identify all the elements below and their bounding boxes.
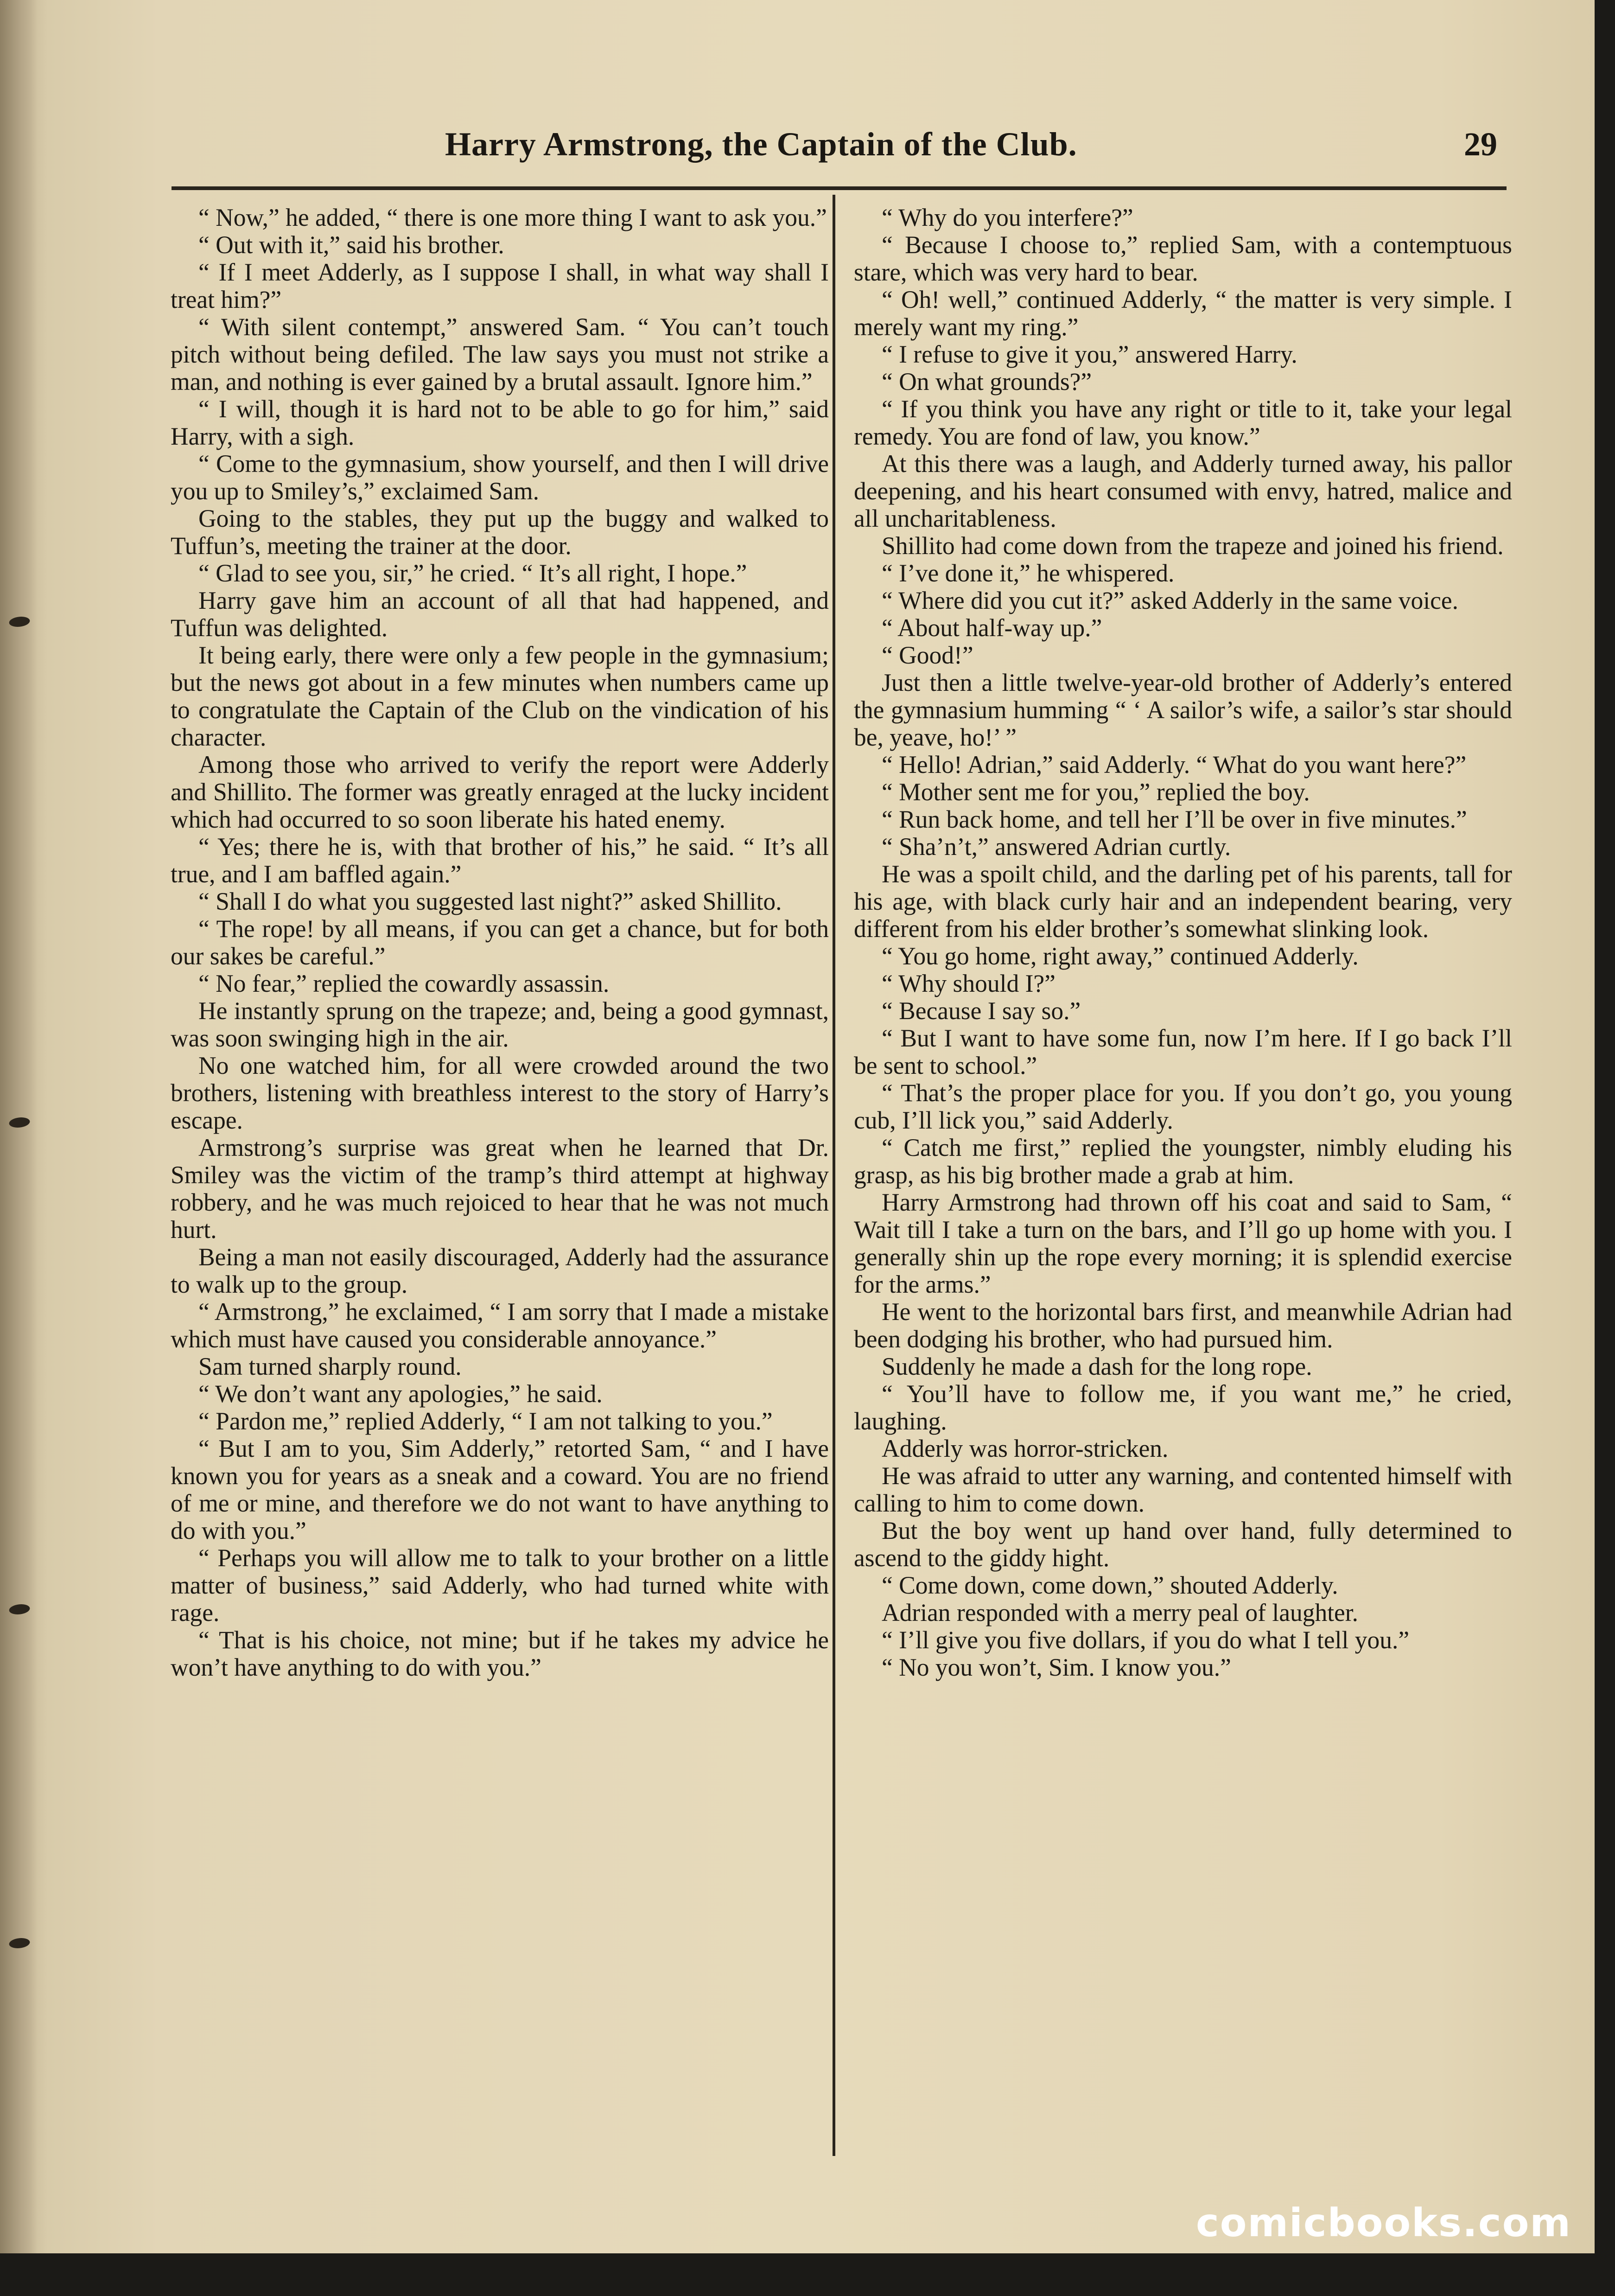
paragraph: “ Shall I do what you suggested last night?” asked Shillito. bbox=[198, 887, 782, 915]
paragraph: “ Because I say so.” bbox=[882, 997, 1081, 1025]
paragraph: Harry Armstrong had thrown off his coat and said to Sam, “ Wait till I take a turn on the bars, and I’ll go up home with you. I generally shin up the rope every morning; it is splendid exercise for the arms.” bbox=[854, 1188, 1512, 1298]
paragraph: Adderly was horror-stricken. bbox=[882, 1435, 1169, 1462]
paragraph: “ I refuse to give it you,” answered Harry. bbox=[882, 340, 1297, 368]
paragraph: Among those who arrived to verify the report were Adderly and Shillito. The former was greatly enraged at the lucky incident which had occurred to so soon liberate his hated enemy. bbox=[171, 751, 829, 833]
paragraph: Just then a little twelve-year-old brother of Adderly’s entered the gymnasium humming “ ‘ A sailor’s wife, a sailor’s star should be, yeave, ho!’ ” bbox=[854, 669, 1512, 751]
paragraph: “ If I meet Adderly, as I suppose I shall, in what way shall I treat him?” bbox=[171, 258, 829, 313]
paragraph: Sam turned sharply round. bbox=[198, 1352, 462, 1380]
paragraph: It being early, there were only a few people in the gymnasium; but the news got about in a few minutes when numbers came up to congratulate the Captain of the Club on the vindication of his character. bbox=[171, 641, 829, 751]
header-rule bbox=[172, 186, 1507, 190]
paragraph: Suddenly he made a dash for the long rope. bbox=[882, 1352, 1312, 1380]
paragraph: “ If you think you have any right or title to it, take your legal remedy. You are fond of law, you know.” bbox=[854, 395, 1512, 450]
paragraph: “ Glad to see you, sir,” he cried. “ It’s all right, I hope.” bbox=[198, 559, 747, 587]
paragraph: “ You’ll have to follow me, if you want me,” he cried, laughing. bbox=[854, 1380, 1512, 1435]
binding-stitch bbox=[7, 1938, 32, 1948]
paragraph: “ Oh! well,” continued Adderly, “ the matter is very simple. I merely want my ring.” bbox=[854, 286, 1512, 341]
paragraph: “ That is his choice, not mine; but if he takes my advice he won’t have anything to do with you.” bbox=[171, 1626, 829, 1681]
paragraph: “ Where did you cut it?” asked Adderly in the same voice. bbox=[882, 587, 1458, 614]
paragraph: “ Come to the gymnasium, show yourself, and then I will drive you up to Smiley’s,” exclaimed Sam. bbox=[171, 450, 829, 505]
paragraph: He instantly sprung on the trapeze; and, being a good gymnast, was soon swinging high in the air. bbox=[171, 997, 829, 1052]
paragraph: “ Come down, come down,” shouted Adderly. bbox=[882, 1571, 1338, 1599]
paragraph: Going to the stables, they put up the buggy and walked to Tuffun’s, meeting the trainer at the door. bbox=[171, 504, 829, 560]
paragraph: Armstrong’s surprise was great when he learned that Dr. Smiley was the victim of the tramp’s third attempt at highway robbery, and he was much rejoiced to hear that he was not much hurt. bbox=[171, 1134, 829, 1244]
paragraph: “ No fear,” replied the cowardly assassin. bbox=[198, 969, 610, 997]
paragraph: “ Why do you interfere?” bbox=[882, 204, 1133, 231]
left-text-column bbox=[171, 204, 829, 1681]
binding-stitch bbox=[7, 1117, 32, 1128]
paragraph: “ About half-way up.” bbox=[882, 614, 1102, 642]
paragraph: “ Mother sent me for you,” replied the boy. bbox=[882, 778, 1310, 806]
paragraph: “ Perhaps you will allow me to talk to your brother on a little matter of business,” said Adderly, who had turned white with rage. bbox=[171, 1544, 829, 1626]
paragraph: He was a spoilt child, and the darling pet of his parents, tall for his age, with black curly hair and an independent bearing, very different from his elder brother’s somewhat slinking look. bbox=[854, 860, 1512, 943]
paragraph: Shillito had come down from the trapeze and joined his friend. bbox=[882, 532, 1504, 560]
paragraph: “ Yes; there he is, with that brother of his,” he said. “ It’s all true, and I am baffled again.” bbox=[171, 833, 829, 888]
paragraph: At this there was a laugh, and Adderly turned away, his pallor deepening, and his heart consumed with envy, hatred, malice and all uncharitableness. bbox=[854, 450, 1512, 532]
paragraph: “ I will, though it is hard not to be able to go for him,” said Harry, with a sigh. bbox=[171, 395, 829, 450]
running-title: Harry Armstrong, the Captain of the Club. bbox=[445, 126, 1077, 163]
paragraph: But the boy went up hand over hand, fully determined to ascend to the giddy hight. bbox=[854, 1517, 1512, 1572]
paragraph: He went to the horizontal bars first, and meanwhile Adrian had been dodging his brother, who had pursued him. bbox=[854, 1298, 1512, 1353]
watermark: comicbooks.com bbox=[1196, 2200, 1571, 2245]
binding-stitch bbox=[7, 1604, 32, 1614]
paragraph: “ Run back home, and tell her I’ll be over in five minutes.” bbox=[882, 805, 1467, 833]
paragraph: “ We don’t want any apologies,” he said. bbox=[198, 1380, 603, 1408]
paragraph: Harry gave him an account of all that had happened, and Tuffun was delighted. bbox=[171, 587, 829, 642]
paragraph: “ I’ll give you five dollars, if you do what I tell you.” bbox=[882, 1626, 1410, 1654]
paragraph: “ Good!” bbox=[882, 641, 973, 669]
paragraph: “ Now,” he added, “ there is one more thing I want to ask you.” bbox=[198, 204, 827, 231]
paragraph: No one watched him, for all were crowded around the two brothers, listening with breathless interest to the story of Harry’s escape. bbox=[171, 1052, 829, 1134]
paragraph: “ Catch me first,” replied the youngster, nimbly eluding his grasp, as his big brother made a grab at him. bbox=[854, 1134, 1512, 1189]
paragraph: “ Why should I?” bbox=[882, 969, 1055, 997]
paragraph: Being a man not easily discouraged, Adderly had the assurance to walk up to the group. bbox=[171, 1243, 829, 1298]
paragraph: “ Armstrong,” he exclaimed, “ I am sorry that I made a mistake which must have caused you considerable annoyance.” bbox=[171, 1298, 829, 1353]
page-header bbox=[172, 125, 1507, 176]
paragraph: “ But I am to you, Sim Adderly,” retorted Sam, “ and I have known you for years as a sneak and a coward. You are no friend of me or mine, and therefore we do not want to have anything to do with you.” bbox=[171, 1435, 829, 1544]
paragraph: “ With silent contempt,” answered Sam. “ You can’t touch pitch without being defiled. The law says you must not strike a man, and nothing is ever gained by a brutal assault. Ignore him.” bbox=[171, 313, 829, 395]
paragraph: “ You go home, right away,” continued Adderly. bbox=[882, 942, 1359, 970]
paragraph: “ Pardon me,” replied Adderly, “ I am not talking to you.” bbox=[198, 1407, 773, 1435]
paragraph: “ Because I choose to,” replied Sam, with a contemptuous stare, which was very hard to bear. bbox=[854, 231, 1512, 286]
page-number: 29 bbox=[1464, 126, 1497, 163]
right-text-column bbox=[854, 204, 1512, 1681]
paragraph: “ I’ve done it,” he whispered. bbox=[882, 559, 1175, 587]
binding-stitch bbox=[7, 617, 32, 627]
paragraph: “ Out with it,” said his brother. bbox=[198, 231, 504, 259]
paragraph: “ No you won’t, Sim. I know you.” bbox=[882, 1653, 1231, 1681]
paragraph: “ That’s the proper place for you. If you don’t go, you young cub, I’ll lick you,” said Adderly. bbox=[854, 1079, 1512, 1134]
paragraph: Adrian responded with a merry peal of laughter. bbox=[882, 1599, 1359, 1626]
column-divider bbox=[833, 195, 835, 2156]
binding-spine bbox=[0, 0, 37, 2253]
paragraph: He was afraid to utter any warning, and contented himself with calling to him to come down. bbox=[854, 1462, 1512, 1517]
paragraph: “ Sha’n’t,” answered Adrian curtly. bbox=[882, 833, 1231, 861]
paragraph: “ But I want to have some fun, now I’m here. If I go back I’ll be sent to school.” bbox=[854, 1024, 1512, 1079]
paragraph: “ Hello! Adrian,” said Adderly. “ What do you want here?” bbox=[882, 751, 1467, 778]
paragraph: “ On what grounds?” bbox=[882, 368, 1092, 395]
paragraph: “ The rope! by all means, if you can get a chance, but for both our sakes be careful.” bbox=[171, 915, 829, 970]
